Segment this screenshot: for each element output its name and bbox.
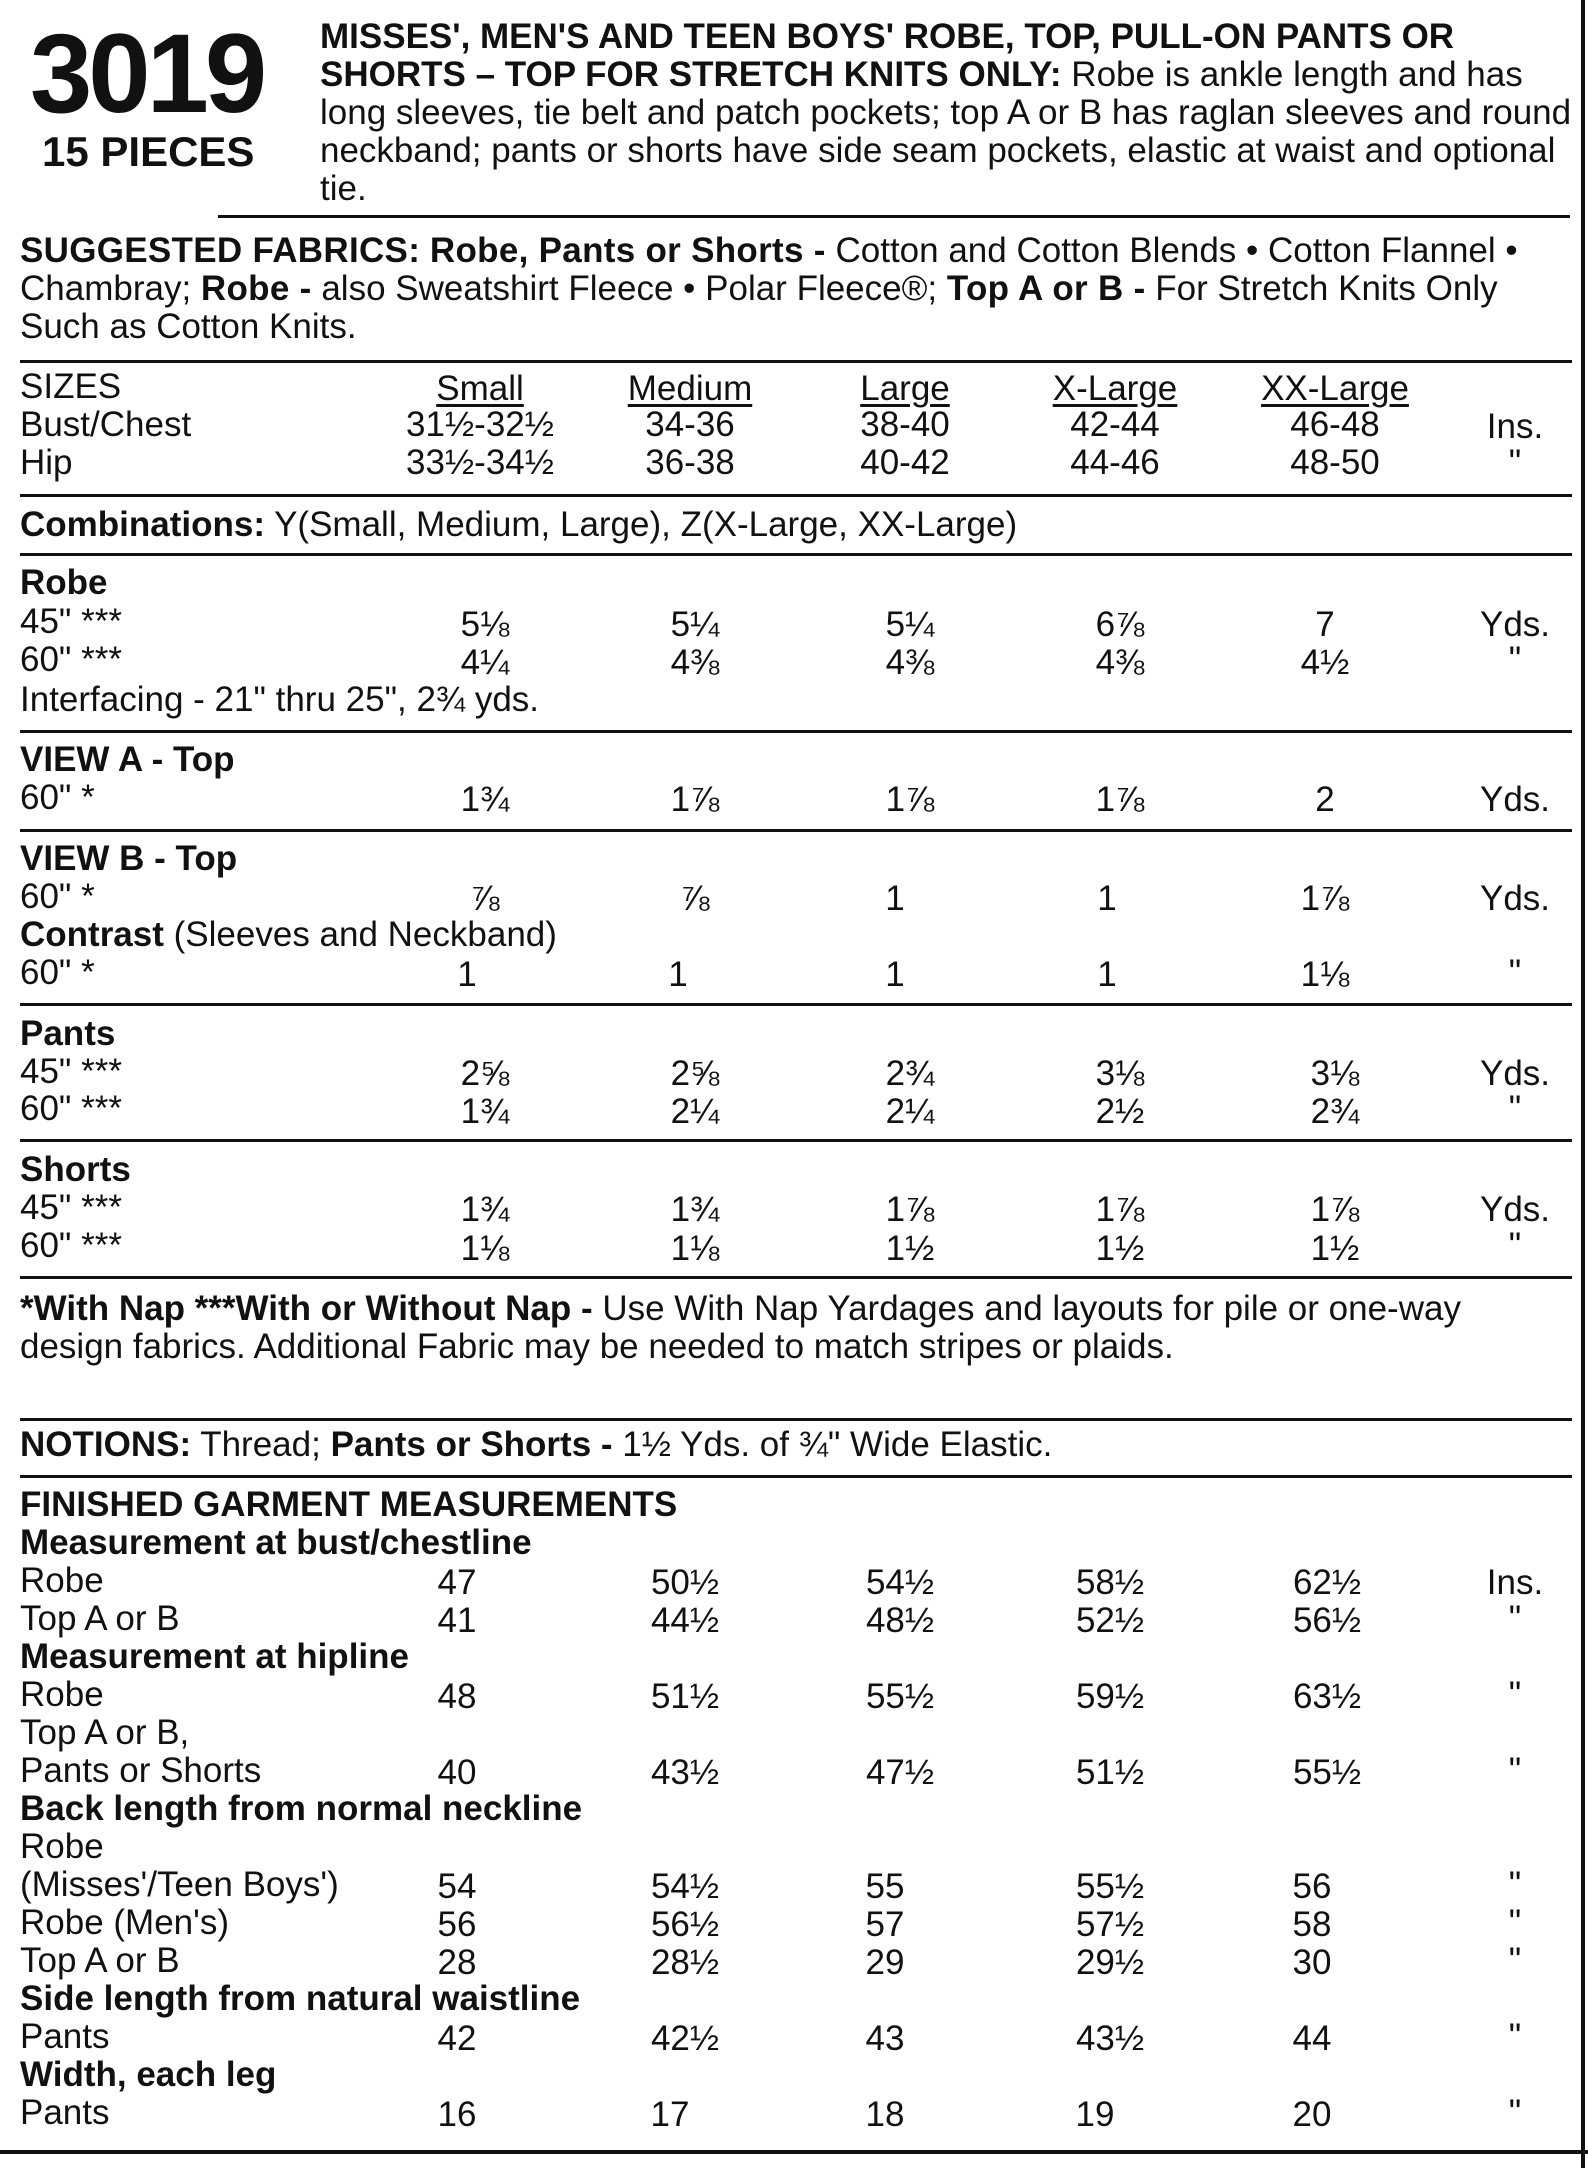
notions-text-2: 1½ Yds. of ¾" Wide Elastic. — [622, 1425, 1053, 1464]
unit-label: " — [1508, 953, 1522, 992]
cell: 1⅛ — [1300, 955, 1350, 994]
cell: 55½ — [1075, 1867, 1145, 1906]
unit-label: Ins. — [1486, 1563, 1544, 1602]
divider — [20, 1003, 1572, 1006]
row-label: Robe — [20, 1561, 104, 1600]
pieces-count: 15 PIECES — [42, 128, 255, 175]
notions-label: NOTIONS: — [20, 1425, 192, 1464]
divider — [20, 730, 1572, 733]
cell: ⅞ — [470, 879, 500, 918]
unit-label: " — [1508, 1599, 1522, 1638]
unit-label: " — [1508, 443, 1522, 482]
unit-label: Yds. — [1479, 879, 1551, 918]
cell: 56½ — [1292, 1601, 1362, 1640]
sub-bust: Measurement at bust/chestline — [20, 1523, 532, 1562]
cell: 43 — [865, 2019, 905, 2058]
cell: 1¾ — [670, 1190, 720, 1229]
unit-label: Yds. — [1479, 605, 1551, 644]
cell: 34-36 — [645, 405, 735, 444]
row-label: 45" *** — [20, 1052, 122, 1091]
cell: 2⅝ — [670, 1054, 720, 1093]
cell: 1½ — [885, 1229, 935, 1268]
notions — [20, 1426, 1052, 1464]
view-a-heading: VIEW A - Top — [20, 740, 235, 779]
cell: 18 — [865, 2095, 905, 2134]
cell: 51½ — [1075, 1753, 1145, 1792]
cell: 2¼ — [885, 1092, 935, 1131]
cell: 54 — [437, 1867, 477, 1906]
unit-label: " — [1508, 1089, 1522, 1128]
sizes-label: SIZES — [20, 367, 122, 406]
row-label: 60" *** — [20, 640, 122, 679]
row-label: 60" *** — [20, 1089, 122, 1128]
size-column-large: Large — [860, 369, 950, 408]
notions-bold: Pants or Shorts - — [330, 1425, 613, 1464]
right-border — [1581, 0, 1585, 2168]
cell: 1⅞ — [1095, 1190, 1145, 1229]
unit-label: " — [1508, 1675, 1522, 1714]
fabrics-part3-label: Top A or B - — [946, 269, 1146, 308]
cell: 57½ — [1075, 1905, 1145, 1944]
cell: 55½ — [1292, 1753, 1362, 1792]
view-b-heading: VIEW B - Top — [20, 839, 238, 878]
row-label: Robe (Men's) — [20, 1903, 229, 1942]
cell: 4⅜ — [670, 643, 720, 682]
row-label: Pants — [20, 2093, 110, 2132]
fabrics-part1: Cotton and Cotton Blends • Cotton Flannel • Chambray; — [20, 231, 1518, 308]
unit-label: " — [1508, 1751, 1522, 1790]
divider — [20, 1475, 1572, 1478]
cell: 46-48 — [1290, 405, 1380, 444]
robe-heading: Robe — [20, 563, 108, 602]
size-column-xlarge: X-Large — [1052, 369, 1178, 408]
combinations-label: Combinations: — [20, 505, 265, 544]
fabrics-part2: also Sweatshirt Fleece • Polar Fleece®; — [321, 269, 938, 308]
cell: 1⅞ — [1300, 879, 1350, 918]
sub-back: Back length from normal neckline — [20, 1789, 583, 1828]
cell: 17 — [650, 2095, 690, 2134]
divider — [20, 553, 1572, 556]
sub-side: Side length from natural waistline — [20, 1979, 581, 2018]
cell: 1 — [457, 955, 477, 994]
unit-label: Yds. — [1479, 1054, 1551, 1093]
sub-width: Width, each leg — [20, 2055, 277, 2094]
divider — [20, 1418, 1572, 1421]
row-label: 60" * — [20, 877, 95, 916]
cell: 1 — [885, 955, 905, 994]
cell: 58½ — [1075, 1563, 1145, 1602]
unit-label: " — [1508, 1941, 1522, 1980]
size-column-medium: Medium — [627, 369, 753, 408]
cell: 36-38 — [645, 443, 735, 482]
pattern-number: 3019 — [30, 11, 264, 136]
cell: 1 — [1097, 955, 1117, 994]
cell: 47½ — [865, 1753, 935, 1792]
divider — [218, 215, 1570, 218]
cell: 56 — [437, 1905, 477, 1944]
suggested-fabrics — [20, 232, 1572, 346]
cell: 19 — [1075, 2095, 1115, 2134]
cell: 20 — [1292, 2095, 1332, 2134]
cell: 2½ — [1095, 1092, 1145, 1131]
cell: 48-50 — [1290, 443, 1380, 482]
finished-heading: FINISHED GARMENT MEASUREMENTS — [20, 1485, 678, 1524]
cell: 1¾ — [460, 1092, 510, 1131]
cell: 29 — [865, 1943, 905, 1982]
cell: 5¼ — [670, 605, 720, 644]
cell: 28½ — [650, 1943, 720, 1982]
cell: 54½ — [865, 1563, 935, 1602]
cell: 1 — [668, 955, 688, 994]
cell: 4½ — [1300, 643, 1350, 682]
fabrics-part2-label: Robe - — [200, 269, 312, 308]
cell: 40 — [437, 1753, 477, 1792]
cell: 1½ — [1095, 1229, 1145, 1268]
cell: 42-44 — [1070, 405, 1160, 444]
cell: ⅞ — [680, 879, 710, 918]
cell: 1⅞ — [885, 780, 935, 819]
cell: 1 — [1097, 879, 1117, 918]
cell: 33½-34½ — [406, 443, 554, 482]
cell: 2¾ — [885, 1054, 935, 1093]
cell: 1⅞ — [885, 1190, 935, 1229]
cell: 44-46 — [1070, 443, 1160, 482]
cell: 29½ — [1075, 1943, 1145, 1982]
cell: 52½ — [1075, 1601, 1145, 1640]
row-label: 45" *** — [20, 1188, 122, 1227]
notions-text: Thread; — [200, 1425, 321, 1464]
row-label: (Misses'/Teen Boys') — [20, 1865, 339, 1904]
nap-note-text: Use With Nap Yardages and layouts for pile or one-way design fabrics. Additional Fabric may be needed to match stripes or plaids. — [20, 1289, 1461, 1366]
cell: 2¾ — [1310, 1092, 1360, 1131]
divider — [20, 1139, 1572, 1142]
cell: 7 — [1315, 605, 1335, 644]
pants-heading: Pants — [20, 1014, 116, 1053]
cell: 38-40 — [860, 405, 950, 444]
cell: 3⅛ — [1310, 1054, 1360, 1093]
cell: 5⅛ — [460, 605, 510, 644]
row-label: Top A or B — [20, 1941, 180, 1980]
shorts-heading: Shorts — [20, 1150, 131, 1189]
cell: 4⅜ — [1095, 643, 1145, 682]
cell: 44½ — [650, 1601, 720, 1640]
fabrics-heading: SUGGESTED FABRICS: — [20, 231, 421, 270]
cell: 55 — [865, 1867, 905, 1906]
cell: 2 — [1315, 780, 1335, 819]
fabrics-part3: For Stretch Knits Only Such as Cotton Knits. — [20, 269, 1498, 346]
cell: 1⅞ — [1310, 1190, 1360, 1229]
cell: 4¼ — [460, 643, 510, 682]
cell: 42½ — [650, 2019, 720, 2058]
divider — [20, 1276, 1572, 1279]
row-label: Hip — [20, 443, 73, 482]
row-label: 45" *** — [20, 602, 122, 641]
row-label: Bust/Chest — [20, 405, 192, 444]
row-label: Robe — [20, 1827, 104, 1866]
cell: 1½ — [1310, 1229, 1360, 1268]
cell: 28 — [437, 1943, 477, 1982]
cell: 2⅝ — [460, 1054, 510, 1093]
unit-label: " — [1508, 1865, 1522, 1904]
cell: 30 — [1292, 1943, 1332, 1982]
cell: 48½ — [865, 1601, 935, 1640]
row-label: 60" * — [20, 778, 95, 817]
cell: 1⅞ — [670, 780, 720, 819]
unit-label: " — [1508, 1903, 1522, 1942]
cell: 1¾ — [460, 780, 510, 819]
cell: 57 — [865, 1905, 905, 1944]
cell: 54½ — [650, 1867, 720, 1906]
row-label: 60" * — [20, 953, 95, 992]
cell: 4⅜ — [885, 643, 935, 682]
row-label: 60" *** — [20, 1226, 122, 1265]
cell: 31½-32½ — [406, 405, 554, 444]
row-label: Pants or Shorts — [20, 1751, 262, 1790]
cell: 50½ — [650, 1563, 720, 1602]
description-text: Robe is ankle length and has long sleeves, tie belt and patch pockets; top A or B has raglan sleeves and round neckband; pants or shorts have side seam pockets, elastic at waist and optional tie. — [320, 55, 1572, 208]
cell: 1⅛ — [670, 1229, 720, 1268]
contrast-line — [20, 916, 557, 954]
unit-label: Yds. — [1479, 780, 1551, 819]
cell: 41 — [437, 1601, 477, 1640]
cell: 48 — [437, 1677, 477, 1716]
contrast-heading: Contrast — [20, 915, 164, 954]
size-column-xxlarge: XX-Large — [1261, 369, 1409, 408]
cell: 55½ — [865, 1677, 935, 1716]
cell: 1 — [885, 879, 905, 918]
cell: 56 — [1292, 1867, 1332, 1906]
row-label: Top A or B, — [20, 1713, 190, 1752]
sub-hip: Measurement at hipline — [20, 1637, 409, 1676]
cell: 58 — [1292, 1905, 1332, 1944]
unit-label: Ins. — [1486, 407, 1544, 446]
row-label: Pants — [20, 2017, 110, 2056]
cell: 56½ — [650, 1905, 720, 1944]
cell: 1⅛ — [460, 1229, 510, 1268]
nap-note-label: *With Nap ***With or Without Nap - — [20, 1289, 593, 1328]
cell: 1⅞ — [1095, 780, 1145, 819]
divider — [20, 829, 1572, 832]
contrast-note: (Sleeves and Neckband) — [173, 915, 557, 954]
fabrics-part1-label: Robe, Pants or Shorts - — [429, 231, 826, 270]
row-label: Robe — [20, 1675, 104, 1714]
pattern-description — [320, 18, 1572, 208]
interfacing-note: Interfacing - 21" thru 25", 2¾ yds. — [20, 680, 540, 719]
unit-label: Yds. — [1479, 1190, 1551, 1229]
cell: 63½ — [1292, 1677, 1362, 1716]
cell: 44 — [1292, 2019, 1332, 2058]
combinations-text: Y(Small, Medium, Large), Z(X-Large, XX-Large) — [274, 505, 1018, 544]
unit-label: " — [1508, 2093, 1522, 2132]
cell: 43½ — [1075, 2019, 1145, 2058]
divider — [20, 494, 1572, 497]
pattern-title: MISSES', MEN'S AND TEEN BOYS' ROBE, TOP, PULL-ON PANTS OR SHORTS – TOP FOR STRETCH KNITS ONLY: — [320, 17, 1455, 94]
size-column-small: Small — [436, 369, 524, 408]
unit-label: " — [1508, 640, 1522, 679]
cell: 2¼ — [670, 1092, 720, 1131]
cell: 43½ — [650, 1753, 720, 1792]
cell: 3⅛ — [1095, 1054, 1145, 1093]
combinations — [20, 506, 1017, 544]
cell: 40-42 — [860, 443, 950, 482]
cell: 59½ — [1075, 1677, 1145, 1716]
cell: 47 — [437, 1563, 477, 1602]
unit-label: " — [1508, 2017, 1522, 2056]
cell: 51½ — [650, 1677, 720, 1716]
cell: 5¼ — [885, 605, 935, 644]
divider — [20, 360, 1572, 363]
unit-label: " — [1508, 1226, 1522, 1265]
cell: 62½ — [1292, 1563, 1362, 1602]
cell: 6⅞ — [1095, 605, 1145, 644]
cell: 1¾ — [460, 1190, 510, 1229]
cell: 16 — [437, 2095, 477, 2134]
cell: 42 — [437, 2019, 477, 2058]
row-label: Top A or B — [20, 1599, 180, 1638]
nap-note — [20, 1290, 1572, 1366]
bottom-border — [0, 2150, 1588, 2154]
